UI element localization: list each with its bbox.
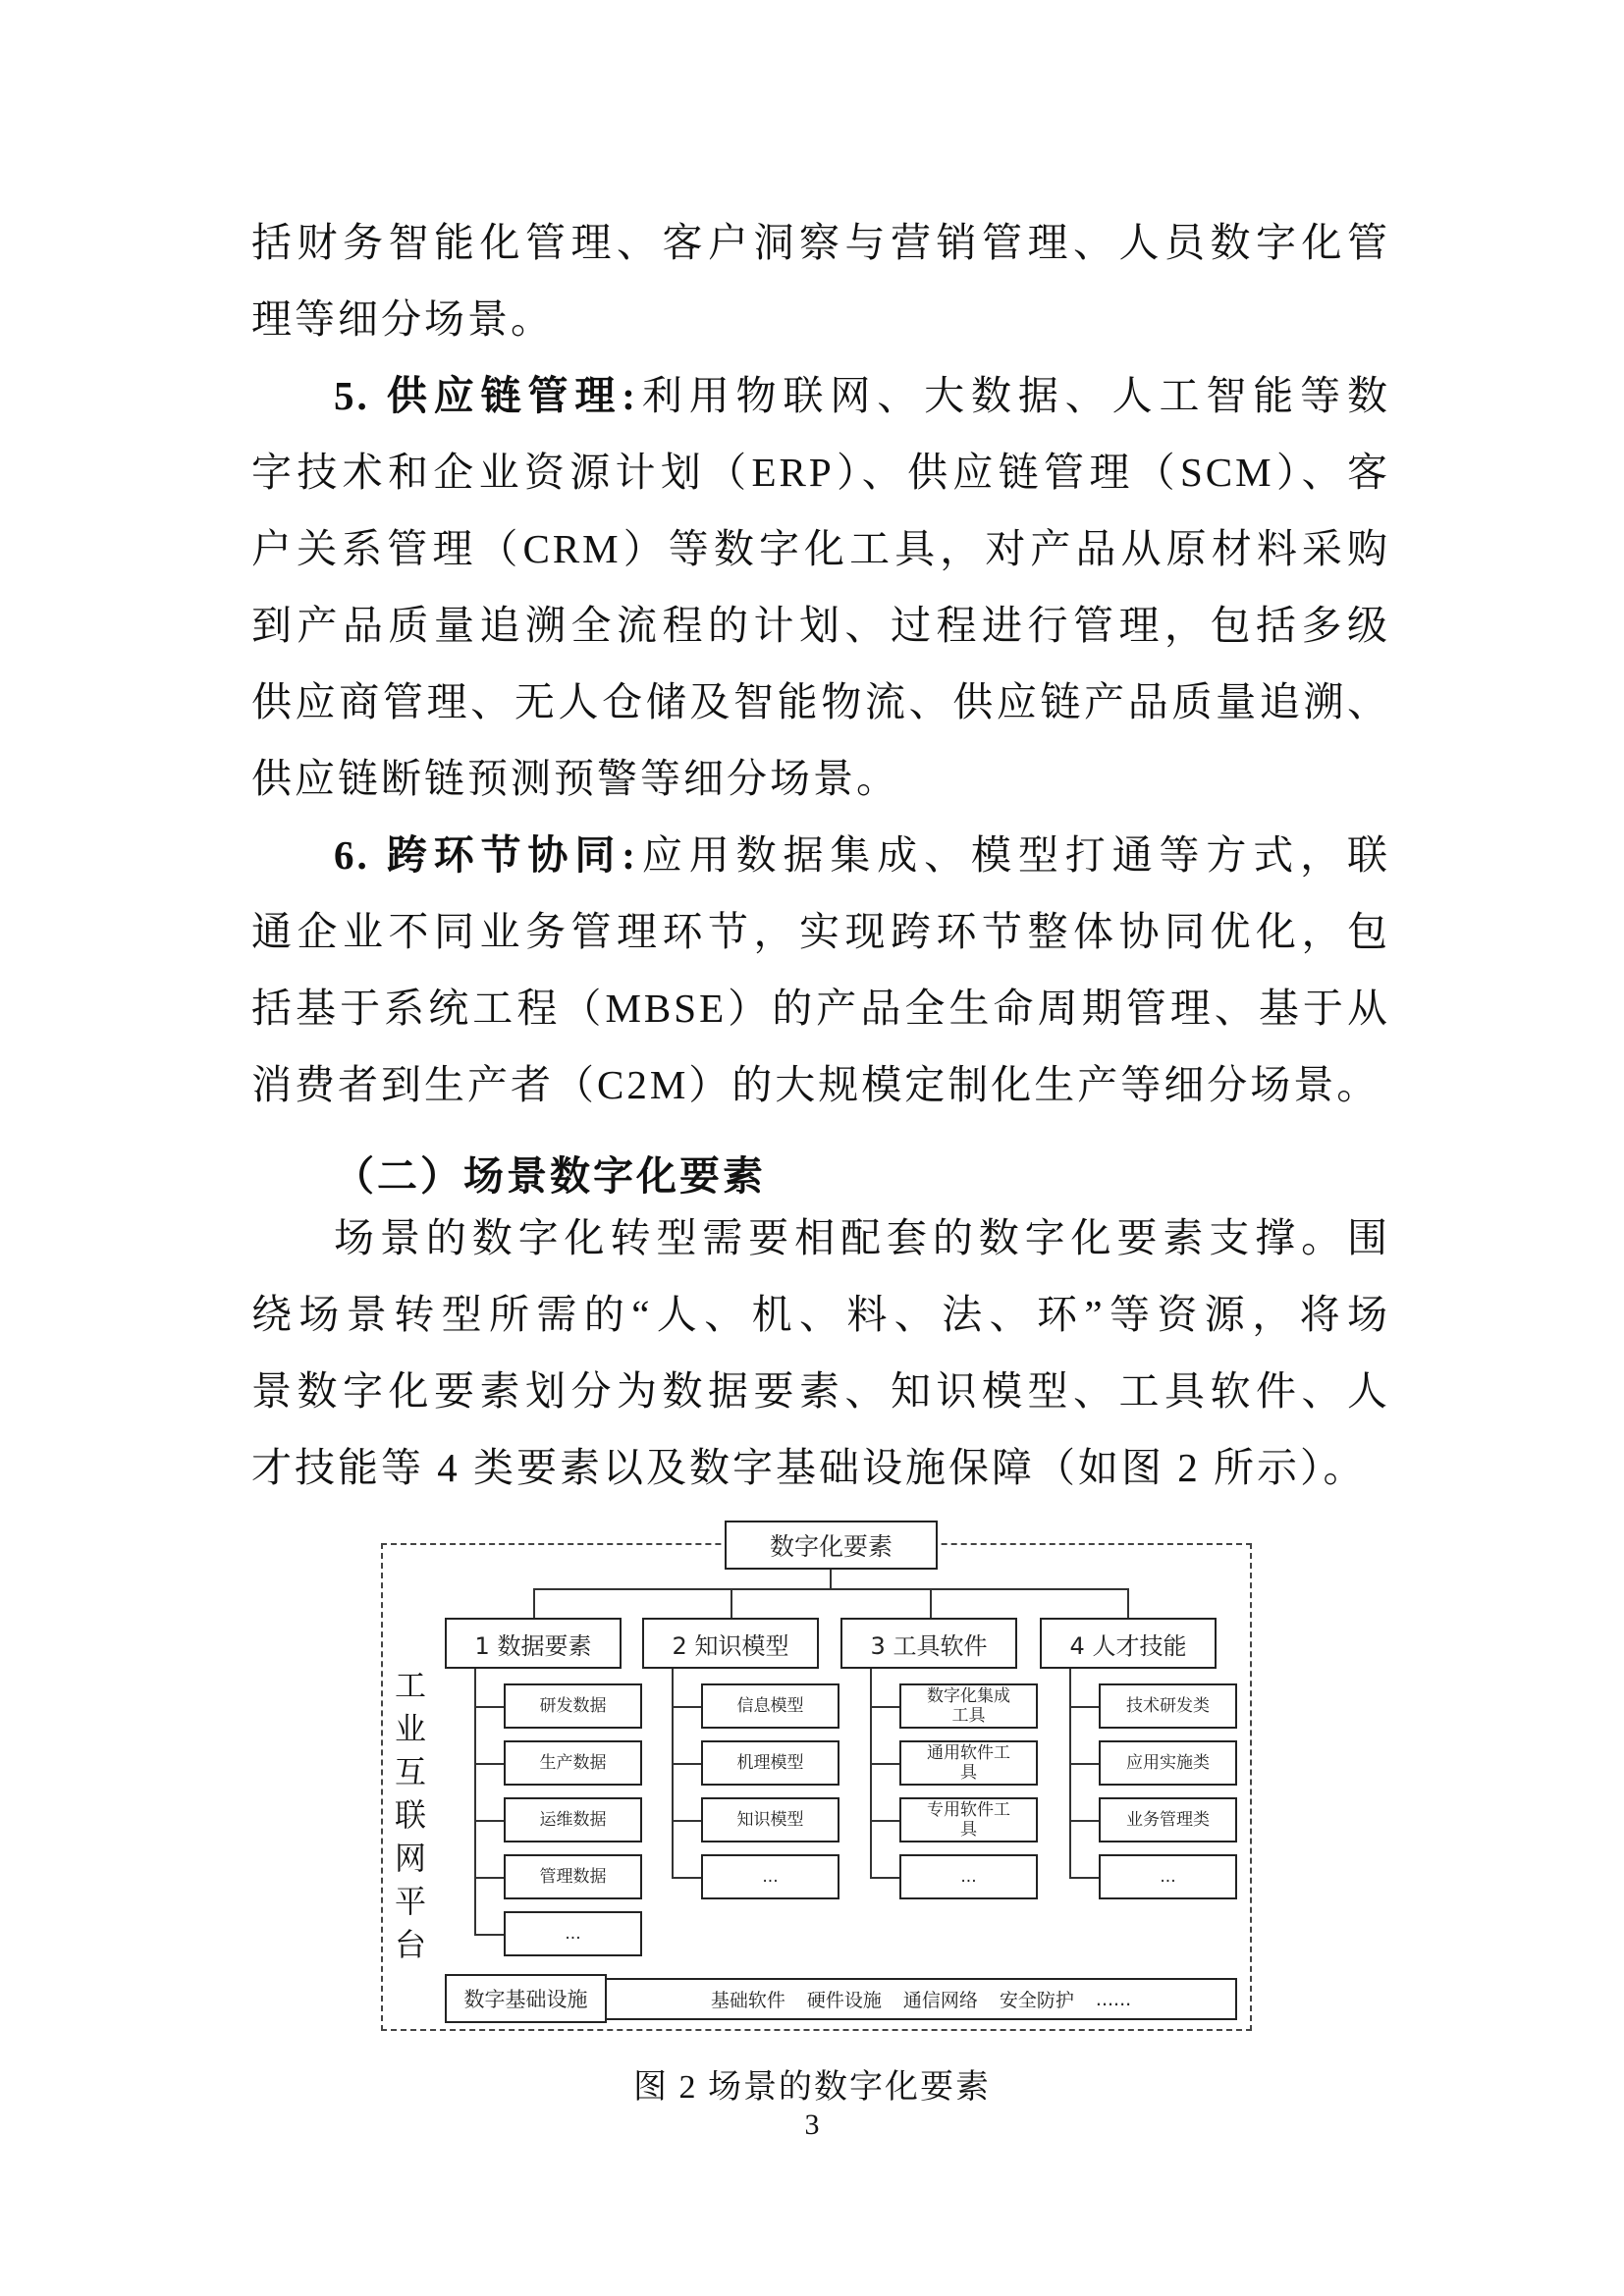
connector bbox=[930, 1588, 932, 1618]
paragraph-lead: 6. 跨环节协同: bbox=[334, 832, 638, 878]
paragraph-elements-intro bbox=[251, 1200, 1390, 1506]
section-heading: （二）场景数字化要素 bbox=[334, 1153, 766, 1199]
element-item: 管理数据 bbox=[504, 1854, 642, 1899]
connector bbox=[830, 1570, 832, 1589]
text-line: 应用数据集成、模型打通等方式，联 bbox=[637, 832, 1391, 878]
element-item: 知识模型 bbox=[701, 1797, 839, 1842]
connector bbox=[474, 1669, 476, 1935]
platform-label-char: 业 bbox=[394, 1710, 426, 1747]
text-line: 字技术和企业资源计划（ERP）、供应链管理（SCM）、客 bbox=[251, 450, 1390, 495]
infrastructure-content-box bbox=[605, 1978, 1237, 2020]
connector bbox=[533, 1588, 535, 1618]
connector bbox=[870, 1669, 872, 1878]
connector bbox=[474, 1877, 504, 1879]
text-line: 供应商管理、无人仓储及智能物流、供应链产品质量追溯、 bbox=[251, 679, 1390, 724]
category-node: 2 知识模型 bbox=[642, 1618, 819, 1669]
text-line: 消费者到生产者（C2M）的大规模定制化生产等细分场景。 bbox=[251, 1062, 1380, 1107]
connector bbox=[474, 1706, 504, 1708]
platform-label-char: 工 bbox=[394, 1667, 426, 1704]
connector bbox=[672, 1669, 674, 1878]
platform-label-char: 网 bbox=[394, 1840, 426, 1877]
connector bbox=[1069, 1763, 1099, 1765]
element-item: 研发数据 bbox=[504, 1683, 642, 1729]
element-item: 业务管理类 bbox=[1099, 1797, 1237, 1842]
text-line: 场景的数字化转型需要相配套的数字化要素支撑。围 bbox=[334, 1215, 1390, 1260]
element-item: 数字化集成工具 bbox=[899, 1683, 1038, 1729]
paragraph-supply-chain bbox=[251, 357, 1390, 817]
infrastructure-item: 通信网络 bbox=[902, 1990, 978, 2011]
connector bbox=[1069, 1706, 1099, 1708]
connector bbox=[1069, 1877, 1099, 1879]
element-item: ... bbox=[1099, 1854, 1237, 1899]
platform-label-char: 平 bbox=[394, 1883, 426, 1920]
infrastructure-item: 安全防护 bbox=[999, 1990, 1074, 2011]
connector bbox=[672, 1763, 701, 1765]
element-item: 通用软件工具 bbox=[899, 1740, 1038, 1786]
infrastructure-item: 硬件设施 bbox=[806, 1990, 882, 2011]
connector bbox=[1069, 1669, 1071, 1878]
paragraph-lead: 5. 供应链管理: bbox=[334, 373, 638, 418]
category-node: 1 数据要素 bbox=[445, 1618, 622, 1669]
root-node: 数字化要素 bbox=[725, 1521, 938, 1570]
category-node: 3 工具软件 bbox=[840, 1618, 1017, 1669]
element-item: 信息模型 bbox=[701, 1683, 839, 1729]
text-line: 括财务智能化管理、客户洞察与营销管理、人员数字化管 bbox=[251, 220, 1390, 265]
connector bbox=[870, 1763, 899, 1765]
infrastructure-item: 基础软件 bbox=[710, 1990, 785, 2011]
platform-boundary bbox=[381, 1543, 1252, 2031]
connector bbox=[1127, 1588, 1129, 1618]
element-item: 生产数据 bbox=[504, 1740, 642, 1786]
element-item: 技术研发类 bbox=[1099, 1683, 1237, 1729]
connector bbox=[474, 1934, 504, 1936]
element-item: ... bbox=[899, 1854, 1038, 1899]
connector bbox=[672, 1877, 701, 1879]
connector bbox=[474, 1763, 504, 1765]
connector bbox=[672, 1820, 701, 1822]
connector bbox=[474, 1820, 504, 1822]
element-item: 运维数据 bbox=[504, 1797, 642, 1842]
figure-caption: 图 2 场景的数字化要素 bbox=[633, 2069, 991, 2106]
element-item: 专用软件工具 bbox=[899, 1797, 1038, 1842]
text-line: 利用物联网、大数据、人工智能等数 bbox=[637, 373, 1391, 418]
paragraph-4-continuation bbox=[251, 204, 1390, 357]
connector bbox=[672, 1706, 701, 1708]
element-item: ... bbox=[504, 1911, 642, 1956]
page-number: 3 bbox=[804, 2109, 820, 2141]
platform-label-char: 互 bbox=[394, 1753, 426, 1790]
connector bbox=[870, 1877, 899, 1879]
element-item: 机理模型 bbox=[701, 1740, 839, 1786]
paragraph-cross-collaboration bbox=[251, 817, 1390, 1123]
text-line: 理等细分场景。 bbox=[251, 296, 554, 342]
text-line: 通企业不同业务管理环节，实现跨环节整体协同优化，包 bbox=[251, 909, 1390, 954]
infrastructure-item: ...... bbox=[1095, 1988, 1132, 2010]
category-node: 4 人才技能 bbox=[1040, 1618, 1217, 1669]
connector bbox=[870, 1820, 899, 1822]
text-line: 景数字化要素划分为数据要素、知识模型、工具软件、人 bbox=[251, 1368, 1390, 1414]
connector bbox=[1069, 1820, 1099, 1822]
platform-label bbox=[393, 1664, 428, 1966]
text-line: 才技能等 4 类要素以及数字基础设施保障（如图 2 所示）。 bbox=[251, 1445, 1367, 1490]
text-line: 户关系管理（CRM）等数字化工具，对产品从原材料采购 bbox=[251, 526, 1390, 571]
element-item: ... bbox=[701, 1854, 839, 1899]
text-line: 到产品质量追溯全流程的计划、过程进行管理，包括多级 bbox=[251, 603, 1390, 648]
platform-label-char: 联 bbox=[394, 1796, 426, 1834]
connector bbox=[533, 1588, 1128, 1590]
infrastructure-label: 数字基础设施 bbox=[445, 1974, 607, 2023]
element-item: 应用实施类 bbox=[1099, 1740, 1237, 1786]
text-line: 供应链断链预测预警等细分场景。 bbox=[251, 756, 899, 801]
text-line: 绕场景转型所需的“人、机、料、法、环”等资源，将场 bbox=[251, 1292, 1390, 1337]
platform-label-char: 台 bbox=[394, 1926, 426, 1963]
connector bbox=[870, 1706, 899, 1708]
text-line: 括基于系统工程（MBSE）的产品全生命周期管理、基于从 bbox=[251, 986, 1390, 1031]
connector bbox=[731, 1588, 732, 1618]
